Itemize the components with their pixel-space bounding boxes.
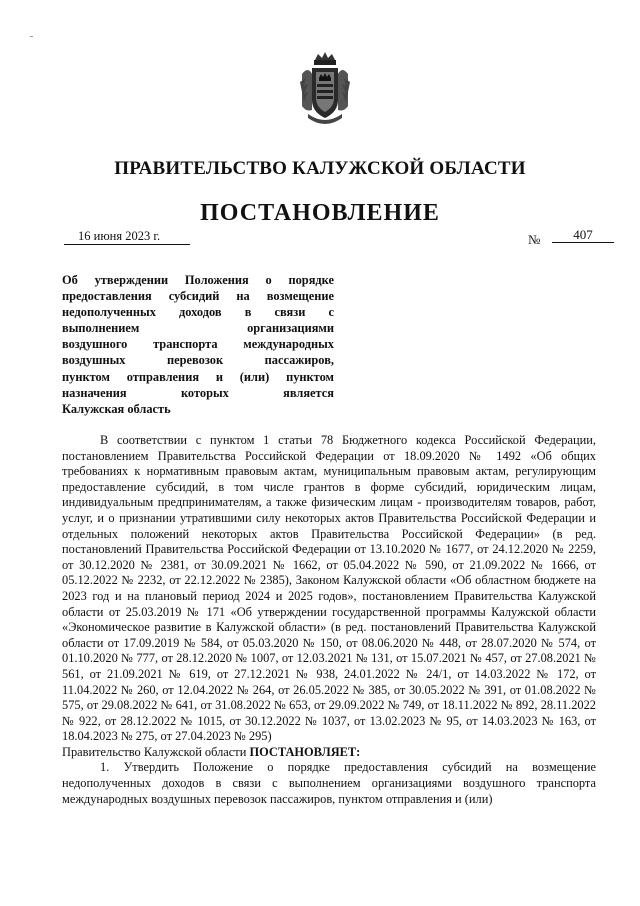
resolving-paragraph bbox=[62, 745, 596, 761]
resolving-prefix: Правительство Калужской области bbox=[62, 744, 250, 759]
organization-title: ПРАВИТЕЛЬСТВО КАЛУЖСКОЙ ОБЛАСТИ bbox=[114, 158, 526, 179]
resolving-word: ПОСТАНОВЛЯЕТ: bbox=[249, 744, 361, 759]
item-1-paragraph: 1. Утвердить Положение о порядке предоставления субсидий на возмещение недополученных доходов в связи с выполнением организациями воздушного транспорта международных воздушных перевозок пассажиров, пунктом отправления и (или) bbox=[62, 760, 596, 806]
number-sign: № bbox=[528, 232, 541, 247]
preamble-paragraph: В соответствии с пунктом 1 статьи 78 Бюджетного кодекса Российской Федерации, постановлением Правительства Российской Федерации от 18.09.2020 № 1492 «Об общих требованиях к нормативным правовым актам, муниципальным правовым актам, регулирующим предоставление субсидий, в том числе грантов в форме субсидий, юридическим лицам, индивидуальным предпринимателям, а также физическим лицам - производителям товаров, работ, услуг, и о признании утратившими силу некоторых актов Правительства Российской Федерации и отдельных положений некоторых актов Правительства Российской Федерации» (в ред. постановлений Правительства Российской Федерации от 13.10.2020 № 1677, от 24.12.2020 № 2259, от 30.12.2020 № 2381, от 30.09.2021 № 1662, от 05.04.2022 № 590, от 21.09.2022 № 1666, от 05.12.2022 № 2232, от 22.12.2022 № 2385), Законом Калужской области «Об областном бюджете на 2023 год и на плановый период 2024 и 2025 годов», постановлением Правительства Калужской области от 25.03.2019 № 171 «Об утверждении государственной программы Калужской области «Экономическое развитие в Калужской области» (в ред. постановлений Правительства Калужской области от 17.09.2019 № 584, от 05.03.2020 № 150, от 08.06.2020 № 448, от 28.07.2020 № 574, от 01.10.2020 № 777, от 28.12.2020 № 1007, от 12.03.2021 № 131, от 15.07.2021 № 457, от 27.08.2021 № 561, от 21.09.2021 № 619, от 27.12.2021 № 938, 24.01.2022 № 24/1, от 14.03.2022 № 172, от 11.04.2022 № 260, от 12.04.2022 № 264, от 26.05.2022 № 385, от 30.05.2022 № 391, от 01.08.2022 № 575, от 29.08.2022 № 641, от 31.08.2022 № 653, от 29.09.2022 № 749, от 18.11.2022 № 892, 28.11.2022 № 922, от 28.12.2022 № 1015, от 30.12.2022 № 1037, от 13.02.2023 № 95, от 14.03.2023 № 163, от 18.04.2023 № 275, от 27.04.2023 № 295) bbox=[62, 433, 596, 744]
document-body bbox=[62, 433, 596, 807]
subject-line: назначения которых является bbox=[62, 385, 334, 400]
coat-of-arms-icon bbox=[298, 52, 352, 128]
document-subject bbox=[62, 272, 334, 417]
subject-line: выполнением организациями bbox=[62, 321, 334, 336]
subject-line: предоставления субсидий на возмещение bbox=[62, 289, 334, 304]
document-number: 407 bbox=[552, 227, 614, 243]
subject-line: Калужская область bbox=[62, 401, 171, 416]
subject-line: недополученных доходов в связи с bbox=[62, 305, 334, 320]
subject-line: воздушных перевозок пассажиров, bbox=[62, 353, 334, 368]
scan-mark bbox=[30, 36, 33, 37]
subject-line: пунктом отправления и (или) пунктом bbox=[62, 369, 334, 384]
document-date: 16 июня 2023 г. bbox=[64, 229, 190, 245]
document-type-title: ПОСТАНОВЛЕНИЕ bbox=[200, 200, 440, 226]
subject-line: Об утверждении Положения о порядке bbox=[62, 273, 334, 287]
subject-line: воздушного транспорта международных bbox=[62, 337, 334, 352]
